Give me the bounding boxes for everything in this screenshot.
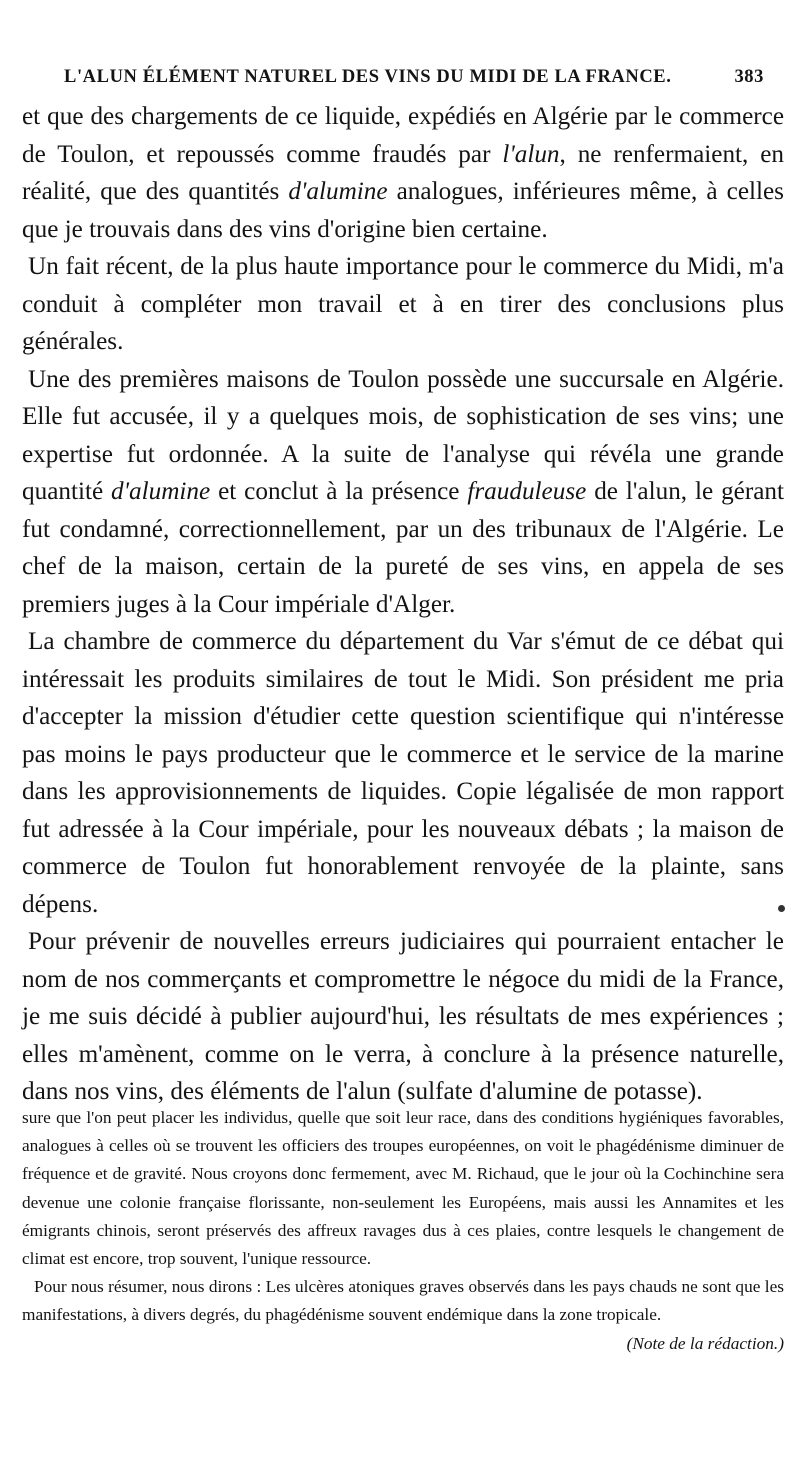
paragraph-3 <box>22 361 784 624</box>
p1-italic-alumine: d'alumine <box>288 178 388 205</box>
paragraph-5: Pour prévenir de nouvelles erreurs judiciaires qui pourraient entacher le nom de nos commerçants et compromettre le négoce du midi de la France, je me suis décidé à publier aujourd'hui, les résultats de mes expériences ; elles m'amènent, comme on le verra, à conclure à la présence naturelle, dans nos vins, des éléments de l'alun (sulfate d'alumine de potasse). <box>22 928 784 1105</box>
p1-text-b: , ne renfermaient, en réalité, que des quantités <box>22 140 784 205</box>
footnote-summary-text: Pour nous résumer, nous dirons : Les ulcères atoniques graves observés dans les pays chauds ne sont que les manifestations, à divers degrés, du phagédénisme souvent endémique dans la zone tropicale. <box>22 1277 784 1325</box>
p1-text-a: et que des chargements de ce liquide, expédiés en Algérie par le commerce de Toulon, et repoussés comme fraudés par <box>22 103 784 168</box>
margin-dot <box>778 905 785 912</box>
p1-italic-alun: l'alun <box>502 140 560 168</box>
footnotes <box>22 1104 784 1358</box>
p3-text-a: Une des premières maisons de Toulon possède une succursale en Algérie. Elle fut accusée, il y a quelques mois, de sophistication de ses vins; une expertise fut ordonnée. A la suite de l'analyse qui révéla une grande quantité <box>22 365 784 505</box>
p3-text-b: et conclut à la présence <box>210 478 468 505</box>
p3-text-c: de l'alun, le gérant fut condamné, correctionnellement, par un des tribunaux de l'Algérie. Le chef de la maison, certain de la pureté de ses vins, en appela de ses premiers juges à la Cour impériale d'Alger. <box>22 478 785 618</box>
p1-text-c: analogues, inférieures même, à celles que je trouvais dans des vins d'origine bien certaine. <box>22 178 784 243</box>
p3-italic-alumine: d'alumine <box>111 478 211 505</box>
p3-italic-frauduleuse: frauduleuse <box>467 478 587 505</box>
page-number: 383 <box>734 66 764 87</box>
paragraph-2: Un fait récent, de la plus haute importance pour le commerce du Midi, m'a conduit à compléter mon travail et à en tirer des conclusions plus générales. <box>22 253 784 355</box>
paragraph-1 <box>22 98 784 248</box>
footnote-summary <box>22 1273 784 1353</box>
paragraph-4: La chambre de commerce du département du Var s'émut de ce débat qui intéressait les produits similaires de tout le Midi. Son président me pria d'accepter la mission d'étudier cette question scientifique qui n'intéresse pas moins le pays producteur que le commerce et le service de la marine dans les approvisionnements de liquides. Copie légalisée de mon rapport fut adressée à la Cour impériale, pour les nouveaux débats ; la maison de commerce de Toulon fut honorablement renvoyée de la plainte, sans dépens. <box>22 628 784 918</box>
body-text <box>22 98 784 1111</box>
running-head <box>64 60 764 94</box>
running-title: L'ALUN ÉLÉMENT NATUREL DES VINS DU MIDI DE LA FRANCE. <box>64 66 672 87</box>
footnote-continuation: sure que l'on peut placer les individus, quelle que soit leur race, dans des conditions hygiéniques favorables, analogues à celles où se trouvent les officiers des troupes européennes, on voit le phagédénisme diminuer de fréquence et de gravité. Nous croyons donc fermement, avec M. Richaud, que le jour où la Cochinchine sera devenue une colonie française florissante, non-seulement les Européens, mais aussi les Annamites et les émigrants chinois, seront préservés des affreux ravages dus à ces plaies, contre lesquels le changement de climat est encore, trop souvent, l'unique ressource. <box>22 1108 784 1269</box>
editorial-note: (Note de la rédaction.) <box>626 1333 784 1353</box>
